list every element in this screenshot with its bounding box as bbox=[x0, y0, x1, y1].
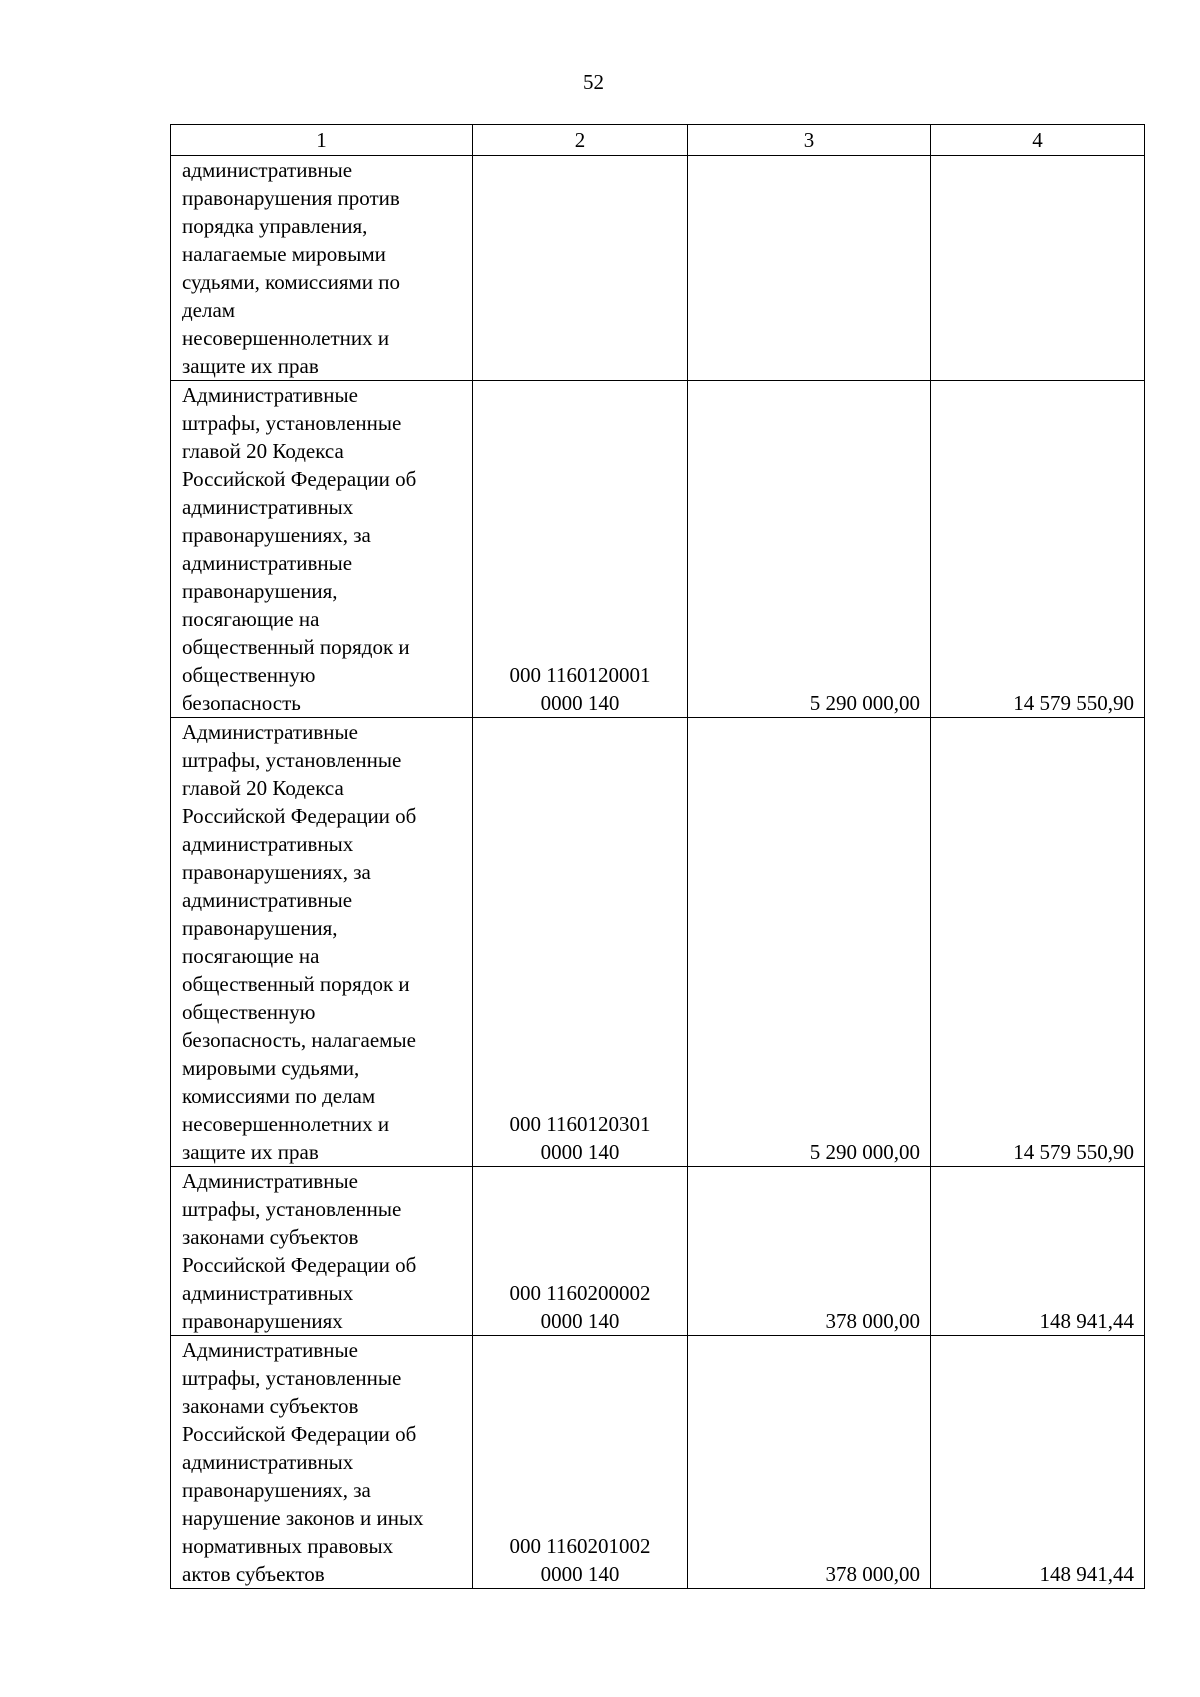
row-plan-cell: 5 290 000,00 bbox=[688, 718, 931, 1167]
row-code-cell: 000 1160200002 0000 140 bbox=[473, 1167, 688, 1336]
row-plan-cell: 378 000,00 bbox=[688, 1336, 931, 1589]
row-actual-cell bbox=[931, 156, 1145, 381]
row-name-cell: административные правонарушения против порядка управления, налагаемые мировыми судьями, комиссиями по делам несовершеннолетних и защите их прав bbox=[171, 156, 473, 381]
row-code-cell: 000 1160120001 0000 140 bbox=[473, 381, 688, 718]
row-actual-cell: 148 941,44 bbox=[931, 1167, 1145, 1336]
row-code-cell: 000 1160120301 0000 140 bbox=[473, 718, 688, 1167]
row-plan-cell bbox=[688, 156, 931, 381]
row-name-cell: Административные штрафы, установленные главой 20 Кодекса Российской Федерации об административных правонарушениях, за административные правонарушения, посягающие на общественный порядок и общественную безопасность bbox=[171, 381, 473, 718]
table-header bbox=[171, 125, 1145, 156]
row-name-cell: Административные штрафы, установленные законами субъектов Российской Федерации об административных правонарушениях bbox=[171, 1167, 473, 1336]
row-plan-cell: 5 290 000,00 bbox=[688, 381, 931, 718]
row-code-cell: 000 1160201002 0000 140 bbox=[473, 1336, 688, 1589]
table-row bbox=[171, 1167, 1145, 1336]
row-actual-cell: 14 579 550,90 bbox=[931, 718, 1145, 1167]
header-row bbox=[171, 125, 1145, 156]
column-header-1: 1 bbox=[171, 125, 473, 156]
column-header-3: 3 bbox=[688, 125, 931, 156]
row-code-cell bbox=[473, 156, 688, 381]
table-row bbox=[171, 1336, 1145, 1589]
column-header-2: 2 bbox=[473, 125, 688, 156]
table-body bbox=[171, 156, 1145, 1589]
table-row bbox=[171, 718, 1145, 1167]
column-header-4: 4 bbox=[931, 125, 1145, 156]
row-name-cell: Административные штрафы, установленные законами субъектов Российской Федерации об административных правонарушениях, за нарушение законов и иных нормативных правовых актов субъектов bbox=[171, 1336, 473, 1589]
table-row bbox=[171, 156, 1145, 381]
page-number: 52 bbox=[583, 70, 604, 94]
budget-table bbox=[170, 124, 1145, 1589]
row-actual-cell: 148 941,44 bbox=[931, 1336, 1145, 1589]
row-actual-cell: 14 579 550,90 bbox=[931, 381, 1145, 718]
row-plan-cell: 378 000,00 bbox=[688, 1167, 931, 1336]
table-row bbox=[171, 381, 1145, 718]
row-name-cell: Административные штрафы, установленные главой 20 Кодекса Российской Федерации об административных правонарушениях, за административные правонарушения, посягающие на общественный порядок и общественную безопасность, налагаемые мировыми судьями, комиссиями по делам несовершеннолетних и защите их прав bbox=[171, 718, 473, 1167]
